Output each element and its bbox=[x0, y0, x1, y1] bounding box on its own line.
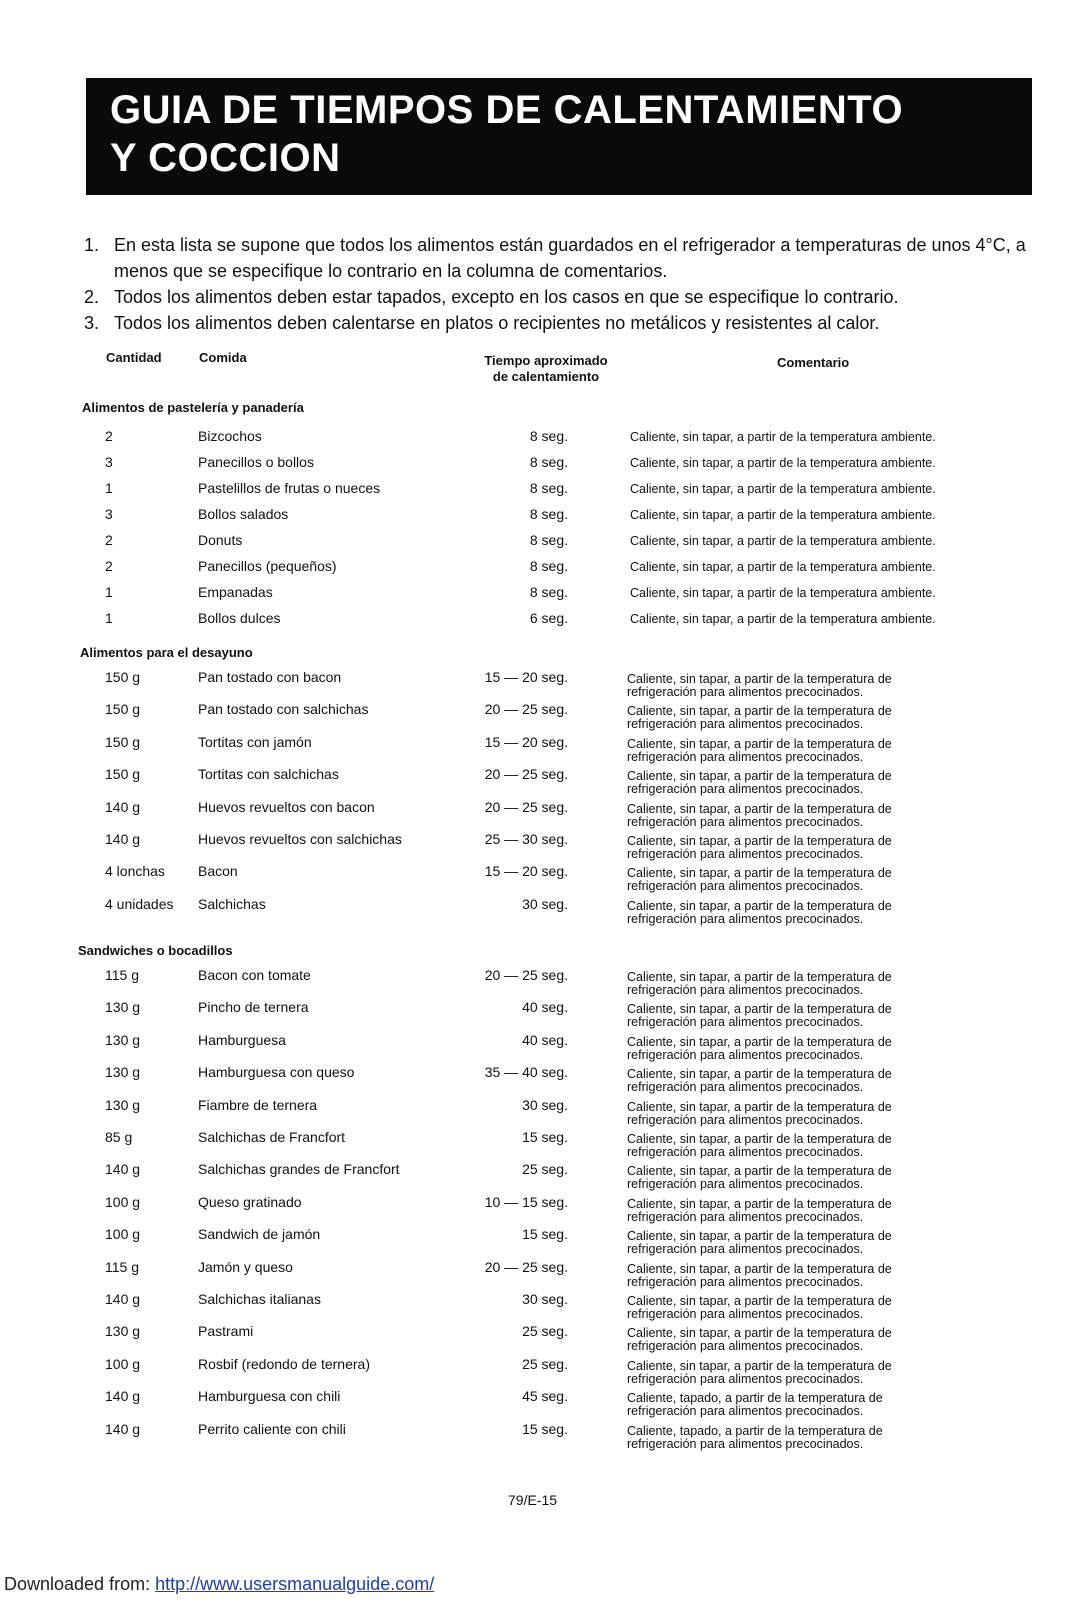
comment-cell bbox=[627, 1003, 967, 1029]
comment-line-1: Caliente, sin tapar, a partir de la temperatura de bbox=[627, 898, 892, 913]
food-cell: Pan tostado con bacon bbox=[198, 669, 342, 685]
comment-cell: Caliente, sin tapar, a partir de la temperatura ambiente. bbox=[630, 508, 936, 522]
title-line-1: GUIA DE TIEMPOS DE CALENTAMIENTO bbox=[110, 88, 904, 132]
quantity-cell: 150 g bbox=[105, 766, 141, 783]
quantity-cell: 150 g bbox=[105, 733, 141, 750]
time-cell: 20 — 25 seg. bbox=[484, 798, 568, 815]
comment-cell: Caliente, sin tapar, a partir de la temperatura ambiente. bbox=[630, 586, 936, 600]
quantity-cell: 100 g bbox=[105, 1226, 141, 1243]
food-cell: Pincho de ternera bbox=[198, 999, 309, 1016]
comment-line-1: Caliente, sin tapar, a partir de la temperatura de bbox=[627, 736, 892, 751]
time-cell: 8 seg. bbox=[529, 506, 568, 522]
time-cell: 8 seg. bbox=[529, 532, 568, 548]
comment-line-2: refrigeración para alimentos precocinados. bbox=[627, 1015, 864, 1030]
comment-line-2: refrigeración para alimentos precocinados. bbox=[627, 749, 864, 764]
time-cell: 40 seg. bbox=[522, 1031, 568, 1048]
comment-line-1: Caliente, sin tapar, a partir de la temperatura de bbox=[627, 672, 892, 686]
page-number: 79/E-15 bbox=[508, 1492, 558, 1508]
comment-cell: Caliente, sin tapar, a partir de la temperatura ambiente. bbox=[630, 534, 936, 548]
food-cell: Pastrami bbox=[198, 1323, 254, 1340]
comment-cell bbox=[627, 1133, 967, 1159]
comment-line-2: refrigeración para alimentos precocinados. bbox=[627, 847, 864, 861]
comment-cell bbox=[627, 1198, 967, 1224]
quantity-cell: 1 bbox=[105, 584, 113, 600]
time-cell: 8 seg. bbox=[529, 428, 568, 444]
comment-cell bbox=[627, 1392, 967, 1418]
comment-cell bbox=[627, 1165, 967, 1191]
comment-line-2: refrigeración para alimentos precocinados. bbox=[627, 1436, 864, 1451]
time-cell: 20 — 25 seg. bbox=[484, 701, 568, 718]
comment-line-1: Caliente, sin tapar, a partir de la temperatura de bbox=[627, 1002, 892, 1017]
food-cell: Empanadas bbox=[198, 584, 273, 600]
comment-line-2: refrigeración para alimentos precocinados. bbox=[627, 1404, 864, 1419]
food-cell: Salchichas bbox=[198, 895, 266, 912]
comment-line-2: refrigeración para alimentos precocinados. bbox=[627, 879, 864, 894]
comment-cell bbox=[627, 803, 967, 829]
comment-cell bbox=[627, 1036, 967, 1062]
time-cell: 30 seg. bbox=[522, 1291, 568, 1307]
food-cell: Salchichas grandes de Francfort bbox=[198, 1161, 400, 1178]
food-cell: Pastelillos de frutas o nueces bbox=[198, 480, 381, 496]
time-cell: 45 seg. bbox=[522, 1388, 568, 1405]
food-cell: Hamburguesa bbox=[198, 1031, 286, 1048]
quantity-cell: 2 bbox=[105, 428, 113, 444]
comment-line-2: refrigeración para alimentos precocinados. bbox=[627, 717, 864, 732]
comment-cell bbox=[627, 1101, 967, 1127]
comment-line-2: refrigeración para alimentos precocinados. bbox=[627, 1145, 864, 1159]
quantity-cell: 130 g bbox=[105, 1064, 141, 1081]
note-number: 3. bbox=[84, 313, 100, 333]
comment-line-1: Caliente, tapado, a partir de la temperatura de bbox=[627, 1391, 883, 1406]
food-cell: Huevos revueltos con bacon bbox=[198, 798, 375, 815]
footer-link[interactable]: http://www.usersmanualguide.com/ bbox=[155, 1574, 435, 1594]
comment-line-2: refrigeración para alimentos precocinados. bbox=[627, 911, 864, 926]
quantity-cell: 3 bbox=[105, 506, 113, 522]
comment-cell: Caliente, sin tapar, a partir de la temperatura ambiente. bbox=[630, 482, 936, 496]
comment-line-2: refrigeración para alimentos precocinados. bbox=[627, 983, 864, 997]
time-cell: 20 — 25 seg. bbox=[484, 766, 568, 783]
comment-cell bbox=[627, 835, 967, 861]
note-item bbox=[84, 284, 1044, 310]
quantity-cell: 115 g bbox=[105, 1258, 139, 1275]
time-cell: 15 seg. bbox=[522, 1420, 568, 1437]
time-cell: 15 — 20 seg. bbox=[484, 863, 568, 880]
quantity-cell: 140 g bbox=[105, 831, 141, 847]
time-cell: 8 seg. bbox=[529, 454, 568, 470]
quantity-cell: 130 g bbox=[105, 1096, 141, 1113]
quantity-cell: 2 bbox=[105, 558, 113, 574]
column-header-time bbox=[470, 353, 622, 385]
note-item bbox=[84, 232, 1044, 284]
comment-cell bbox=[627, 770, 967, 796]
note-text: En esta lista se supone que todos los alimentos están guardados en el refrigerador a temperaturas de unos 4°C, a menos que se especifique lo contrario en la columna de comentarios. bbox=[114, 235, 1026, 281]
comment-line-1: Caliente, sin tapar, a partir de la temperatura de bbox=[627, 1034, 892, 1049]
comment-cell bbox=[627, 738, 967, 764]
title-banner bbox=[86, 78, 1032, 195]
food-cell: Rosbif (redondo de ternera) bbox=[198, 1355, 370, 1372]
comment-cell bbox=[627, 1360, 967, 1386]
note-number: 2. bbox=[84, 287, 100, 307]
quantity-cell: 140 g bbox=[105, 1291, 141, 1307]
comment-line-1: Caliente, sin tapar, a partir de la temperatura de bbox=[627, 1358, 892, 1373]
column-header-comment: Comentario bbox=[777, 355, 850, 370]
time-cell: 8 seg. bbox=[529, 480, 568, 496]
note-item bbox=[84, 310, 1044, 336]
food-cell: Bacon bbox=[198, 863, 238, 880]
food-cell: Sandwich de jamón bbox=[198, 1226, 321, 1243]
comment-cell: Caliente, sin tapar, a partir de la temperatura ambiente. bbox=[630, 430, 936, 444]
time-cell: 8 seg. bbox=[529, 558, 568, 574]
column-header-time-line-1: Tiempo aproximado bbox=[484, 353, 608, 368]
section-heading: Alimentos para el desayuno bbox=[80, 645, 253, 660]
food-cell: Bacon con tomate bbox=[198, 967, 311, 983]
quantity-cell: 130 g bbox=[105, 1323, 141, 1340]
comment-line-2: refrigeración para alimentos precocinados. bbox=[627, 685, 864, 699]
note-text: Todos los alimentos deben estar tapados, excepto en los casos en que se especifique lo contrario. bbox=[114, 287, 899, 307]
note-number: 1. bbox=[84, 235, 100, 255]
time-cell: 20 — 25 seg. bbox=[484, 1258, 568, 1275]
comment-cell bbox=[627, 900, 967, 926]
food-cell: Hamburguesa con chili bbox=[198, 1388, 341, 1405]
column-header-food: Comida bbox=[199, 350, 247, 365]
food-cell: Bizcochos bbox=[198, 428, 262, 444]
quantity-cell: 4 unidades bbox=[105, 895, 174, 912]
time-cell: 10 — 15 seg. bbox=[484, 1193, 568, 1210]
food-cell: Queso gratinado bbox=[198, 1193, 302, 1210]
quantity-cell: 1 bbox=[105, 480, 113, 496]
food-cell: Pan tostado con salchichas bbox=[198, 701, 369, 718]
comment-line-2: refrigeración para alimentos precocinados. bbox=[627, 1307, 864, 1321]
food-cell: Donuts bbox=[198, 532, 243, 548]
section-heading: Sandwiches o bocadillos bbox=[78, 943, 233, 958]
title-line-2: Y COCCION bbox=[110, 136, 341, 180]
time-cell: 20 — 25 seg. bbox=[484, 967, 568, 983]
quantity-cell: 100 g bbox=[105, 1355, 141, 1372]
comment-line-2: refrigeración para alimentos precocinados. bbox=[627, 1371, 864, 1386]
comment-line-2: refrigeración para alimentos precocinados. bbox=[627, 1177, 864, 1192]
comment-cell bbox=[627, 1425, 967, 1451]
quantity-cell: 140 g bbox=[105, 1388, 141, 1405]
comment-line-2: refrigeración para alimentos precocinados. bbox=[627, 814, 864, 829]
comment-line-1: Caliente, sin tapar, a partir de la temperatura de bbox=[627, 1067, 892, 1082]
comment-line-1: Caliente, sin tapar, a partir de la temperatura de bbox=[627, 1099, 892, 1114]
time-cell: 15 — 20 seg. bbox=[484, 733, 568, 750]
food-cell: Salchichas de Francfort bbox=[198, 1129, 346, 1145]
comment-cell bbox=[627, 1295, 967, 1321]
comment-line-2: refrigeración para alimentos precocinados. bbox=[627, 782, 864, 797]
comment-cell bbox=[627, 705, 967, 731]
section-heading: Alimentos de pastelería y panadería bbox=[82, 400, 304, 415]
comment-line-1: Caliente, sin tapar, a partir de la temperatura de bbox=[627, 801, 892, 816]
quantity-cell: 150 g bbox=[105, 669, 141, 685]
time-cell: 25 seg. bbox=[522, 1323, 568, 1340]
comment-cell bbox=[627, 867, 967, 893]
time-cell: 25 seg. bbox=[522, 1161, 568, 1178]
food-cell: Panecillos (pequeños) bbox=[198, 558, 337, 574]
comment-line-1: Caliente, sin tapar, a partir de la temperatura de bbox=[627, 1229, 892, 1244]
food-cell: Jamón y queso bbox=[198, 1258, 293, 1275]
notes-list bbox=[84, 232, 1044, 336]
comment-cell: Caliente, sin tapar, a partir de la temperatura ambiente. bbox=[630, 456, 936, 470]
time-cell: 15 — 20 seg. bbox=[484, 669, 568, 685]
comment-cell: Caliente, sin tapar, a partir de la temperatura ambiente. bbox=[630, 560, 936, 574]
quantity-cell: 1 bbox=[105, 610, 113, 626]
quantity-cell: 3 bbox=[105, 454, 113, 470]
time-cell: 25 seg. bbox=[522, 1355, 568, 1372]
note-text: Todos los alimentos deben calentarse en platos o recipientes no metálicos y resistentes al calor. bbox=[114, 313, 880, 333]
comment-line-1: Caliente, sin tapar, a partir de la temperatura de bbox=[627, 1132, 892, 1146]
quantity-cell: 4 lonchas bbox=[105, 863, 165, 880]
comment-line-1: Caliente, sin tapar, a partir de la temperatura de bbox=[627, 704, 892, 719]
comment-line-1: Caliente, sin tapar, a partir de la temperatura de bbox=[627, 769, 892, 784]
time-cell: 30 seg. bbox=[522, 1096, 568, 1113]
comment-cell bbox=[627, 971, 967, 997]
comment-line-1: Caliente, sin tapar, a partir de la temperatura de bbox=[627, 970, 892, 984]
column-header-qty: Cantidad bbox=[106, 350, 162, 365]
food-cell: Bollos dulces bbox=[198, 610, 281, 626]
food-cell: Tortitas con jamón bbox=[198, 733, 312, 750]
comment-line-1: Caliente, sin tapar, a partir de la temperatura de bbox=[627, 1261, 892, 1276]
time-cell: 15 seg. bbox=[522, 1129, 568, 1145]
comment-line-2: refrigeración para alimentos precocinados. bbox=[627, 1274, 864, 1289]
comment-line-2: refrigeración para alimentos precocinados. bbox=[627, 1209, 864, 1224]
comment-line-2: refrigeración para alimentos precocinados. bbox=[627, 1112, 864, 1127]
comment-line-1: Caliente, sin tapar, a partir de la temperatura de bbox=[627, 1164, 892, 1179]
food-cell: Panecillos o bollos bbox=[198, 454, 314, 470]
food-cell: Tortitas con salchichas bbox=[198, 766, 339, 783]
food-cell: Huevos revueltos con salchichas bbox=[198, 831, 402, 847]
quantity-cell: 2 bbox=[105, 532, 113, 548]
footer-prefix: Downloaded from: bbox=[4, 1574, 156, 1594]
food-cell: Perrito caliente con chili bbox=[198, 1420, 346, 1437]
comment-line-2: refrigeración para alimentos precocinados. bbox=[627, 1080, 864, 1095]
time-cell: 6 seg. bbox=[529, 610, 568, 626]
food-cell: Salchichas italianas bbox=[198, 1291, 321, 1307]
comment-cell: Caliente, sin tapar, a partir de la temperatura ambiente. bbox=[630, 612, 936, 626]
quantity-cell: 140 g bbox=[105, 1161, 141, 1178]
time-cell: 15 seg. bbox=[522, 1226, 568, 1243]
food-cell: Bollos salados bbox=[198, 506, 289, 522]
comment-line-1: Caliente, tapado, a partir de la temperatura de bbox=[627, 1423, 883, 1438]
quantity-cell: 130 g bbox=[105, 999, 141, 1016]
comment-line-2: refrigeración para alimentos precocinados. bbox=[627, 1339, 864, 1354]
quantity-cell: 85 g bbox=[105, 1129, 133, 1145]
comment-cell bbox=[627, 1230, 967, 1256]
quantity-cell: 140 g bbox=[105, 798, 141, 815]
column-header-time-line-2: de calentamiento bbox=[492, 369, 600, 384]
comment-line-1: Caliente, sin tapar, a partir de la temperatura de bbox=[627, 1294, 892, 1308]
comment-line-1: Caliente, sin tapar, a partir de la temperatura de bbox=[627, 866, 892, 881]
quantity-cell: 115 g bbox=[105, 967, 139, 983]
time-cell: 40 seg. bbox=[522, 999, 568, 1016]
time-cell: 25 — 30 seg. bbox=[484, 831, 568, 847]
time-cell: 8 seg. bbox=[529, 584, 568, 600]
quantity-cell: 140 g bbox=[105, 1420, 141, 1437]
food-cell: Hamburguesa con queso bbox=[198, 1064, 355, 1081]
quantity-cell: 130 g bbox=[105, 1031, 141, 1048]
time-cell: 30 seg. bbox=[522, 895, 568, 912]
time-cell: 35 — 40 seg. bbox=[484, 1064, 568, 1081]
comment-line-1: Caliente, sin tapar, a partir de la temperatura de bbox=[627, 834, 892, 848]
comment-line-2: refrigeración para alimentos precocinados. bbox=[627, 1242, 864, 1257]
download-footer bbox=[4, 1574, 434, 1595]
comment-line-2: refrigeración para alimentos precocinados. bbox=[627, 1047, 864, 1062]
comment-cell bbox=[627, 1327, 967, 1353]
comment-cell bbox=[627, 1263, 967, 1289]
comment-line-1: Caliente, sin tapar, a partir de la temperatura de bbox=[627, 1196, 892, 1211]
comment-cell bbox=[627, 1068, 967, 1094]
quantity-cell: 100 g bbox=[105, 1193, 141, 1210]
comment-cell bbox=[627, 673, 967, 699]
food-cell: Fiambre de ternera bbox=[198, 1096, 318, 1113]
comment-line-1: Caliente, sin tapar, a partir de la temperatura de bbox=[627, 1326, 892, 1341]
quantity-cell: 150 g bbox=[105, 701, 141, 718]
